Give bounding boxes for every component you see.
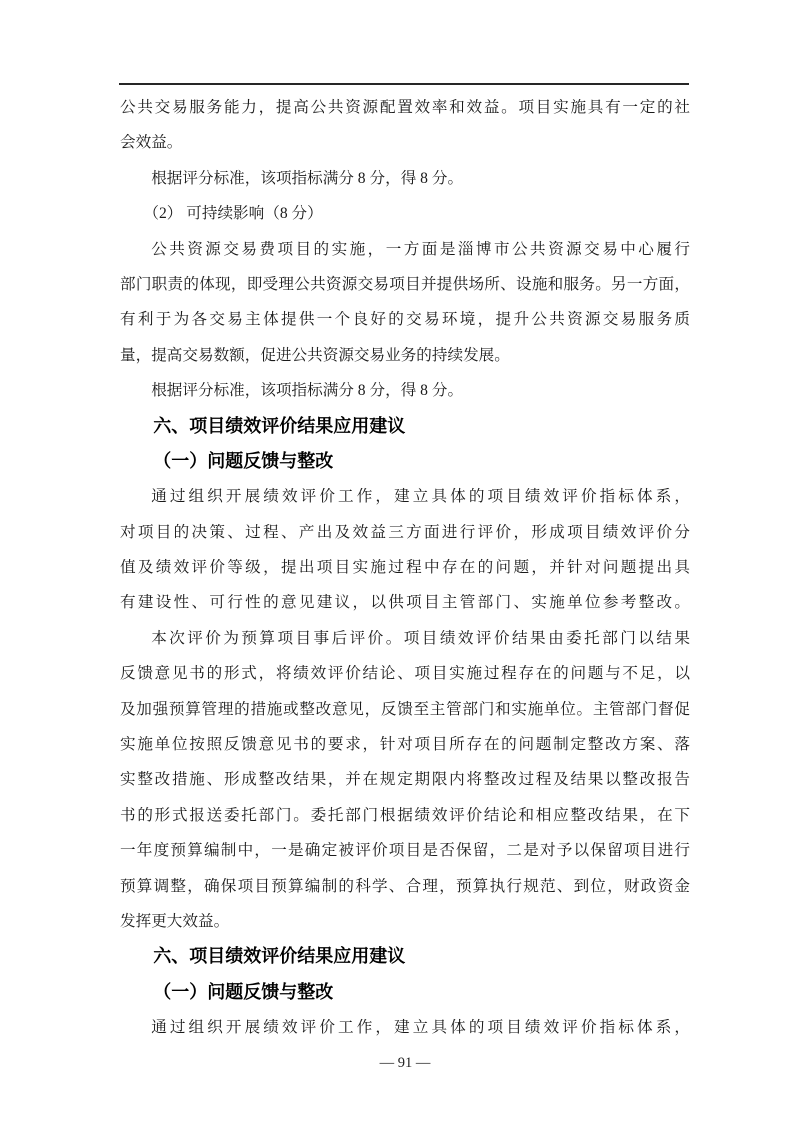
body-text-line: 对项目的决策、过程、产出及效益三方面进行评价，形成项目绩效评价分 [120, 523, 690, 541]
body-text-line: 公共交易服务能力，提高公共资源配置效率和效益。项目实施具有一定的社 [120, 99, 690, 116]
content-area [120, 90, 690, 1081]
page-number: — 91 — [379, 1054, 431, 1071]
body-text-line: 反馈意见书的形式，将绩效评价结论、项目实施过程存在的问题与不足，以 [120, 665, 690, 683]
section-heading: 六、项目绩效评价结果应用建议 [153, 415, 406, 436]
subsection-heading: （一）问题反馈与整改 [153, 450, 334, 471]
body-text-line: 公共资源交易费项目的实施，一方面是淄博市公共资源交易中心履行 [151, 240, 690, 258]
body-text-line: 实施单位按照反馈意见书的要求，针对项目所存在的问题制定整改方案、落 [120, 736, 690, 754]
body-text-line: 本次评价为预算项目事后评价。项目绩效评价结果由委托部门以结果 [151, 629, 690, 647]
header-rule [119, 83, 689, 85]
body-text-line: 根据评分标准，该项指标满分 8 分，得 8 分。 [151, 382, 464, 400]
body-text-line: 及加强预算管理的措施或整改意见，反馈至主管部门和实施单位。主管部门督促 [120, 700, 690, 718]
numbered-point-line: （2） 可持续影响（8 分） [143, 205, 323, 223]
body-text-line: 根据评分标准，该项指标满分 8 分，得 8 分。 [151, 169, 464, 187]
body-text-line: 实整改措施、形成整改结果，并在规定期限内将整改过程及结果以整改报告 [120, 771, 690, 789]
body-text-line: 会效益。 [120, 134, 183, 152]
body-text-line: 通过组织开展绩效评价工作，建立具体的项目绩效评价指标体系， [151, 488, 690, 506]
body-text-line: 值及绩效评价等级，提出项目实施过程中存在的问题，并针对问题提出具 [120, 559, 690, 577]
body-text-line: 发挥更大效益。 [120, 912, 230, 930]
body-text-line: 一年度预算编制中，一是确定被评价项目是否保留，二是对予以保留项目进行 [120, 842, 690, 860]
subsection-heading: （一）问题反馈与整改 [153, 981, 334, 1002]
body-text-line: 有利于为各交易主体提供一个良好的交易环境，提升公共资源交易服务质 [120, 311, 690, 329]
body-text-line: 部门职责的体现，即受理公共资源交易项目并提供场所、设施和服务。另一方面， [120, 275, 690, 293]
body-text-line: 通过组织开展绩效评价工作，建立具体的项目绩效评价指标体系， [151, 1019, 690, 1037]
section-heading: 六、项目绩效评价结果应用建议 [153, 946, 406, 967]
body-text-line: 有建设性、可行性的意见建议，以供项目主管部门、实施单位参考整改。 [120, 594, 690, 612]
body-text-line: 书的形式报送委托部门。委托部门根据绩效评价结论和相应整改结果，在下 [120, 806, 690, 824]
body-text-line: 预算调整，确保项目预算编制的科学、合理，预算执行规范、到位，财政资金 [120, 877, 690, 895]
body-text-line: 量，提高交易数额，促进公共资源交易业务的持续发展。 [120, 346, 510, 364]
